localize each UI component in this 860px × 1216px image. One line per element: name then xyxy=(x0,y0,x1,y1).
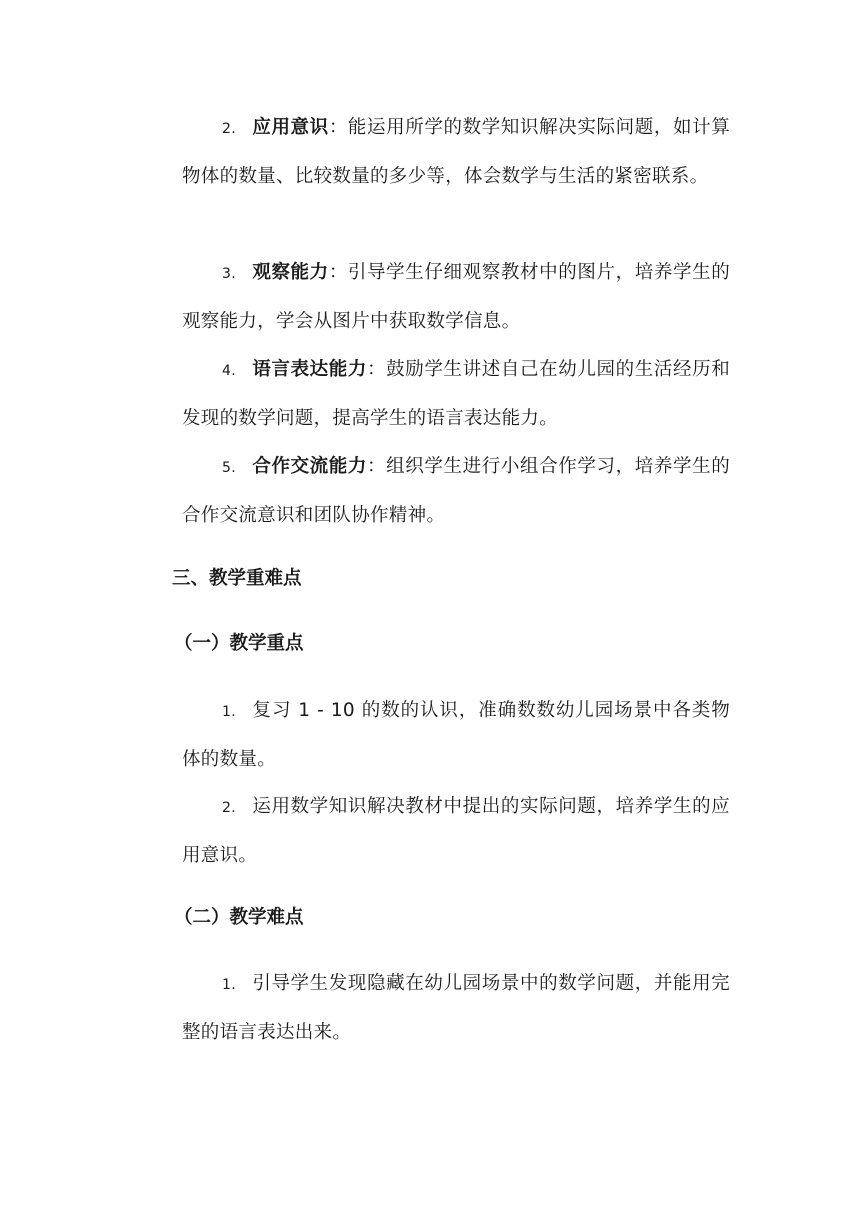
list-number: 5. xyxy=(222,460,236,476)
list-item-label: 观察能力 xyxy=(252,262,329,283)
list-number: 4. xyxy=(222,363,236,379)
list-item-text: 运用数学知识解决教材中提出的实际问题，培养学生的应用意识。 xyxy=(182,796,730,866)
subsection-heading-difficulty: （二）教学难点 xyxy=(174,907,304,928)
list-number: 1. xyxy=(222,704,236,720)
subsection-heading-focus: （一）教学重点 xyxy=(174,633,304,654)
list-item-text: 引导学生发现隐藏在幼儿园场景中的数学问题，并能用完整的语言表达出来。 xyxy=(182,973,730,1043)
focus-item-1 xyxy=(182,687,730,783)
list-item-text: ：引导学生仔细观察教材中的图片，培养学生的观察能力，学会从图片中获取数学信息。 xyxy=(182,262,731,332)
difficulty-item-1 xyxy=(182,960,730,1056)
list-item-text: 复习 1 - 10 的数的认识，准确数数幼儿园场景中各类物体的数量。 xyxy=(182,700,730,770)
list-item-observation xyxy=(182,249,730,345)
list-item-cooperation xyxy=(182,443,730,539)
list-number: 1. xyxy=(222,977,236,993)
list-item-label: 应用意识 xyxy=(252,117,329,138)
list-item-label: 语言表达能力 xyxy=(252,359,368,380)
list-item-text: ：鼓励学生讲述自己在幼儿园的生活经历和发现的数学问题，提高学生的语言表达能力。 xyxy=(182,359,730,429)
list-item-text: ：能运用所学的数学知识解决实际问题，如计算物体的数量、比较数量的多少等，体会数学与生活的紧密联系。 xyxy=(182,117,731,187)
list-item-text: ：组织学生进行小组合作学习，培养学生的合作交流意识和团队协作精神。 xyxy=(182,456,730,526)
list-item-language xyxy=(182,346,730,442)
list-number: 3. xyxy=(222,266,236,282)
list-number: 2. xyxy=(222,121,236,137)
section-heading: 三、教学重难点 xyxy=(172,568,302,589)
focus-item-2 xyxy=(182,783,730,879)
list-number: 2. xyxy=(222,800,236,816)
list-item-label: 合作交流能力 xyxy=(252,456,368,477)
list-item-application xyxy=(182,104,730,200)
